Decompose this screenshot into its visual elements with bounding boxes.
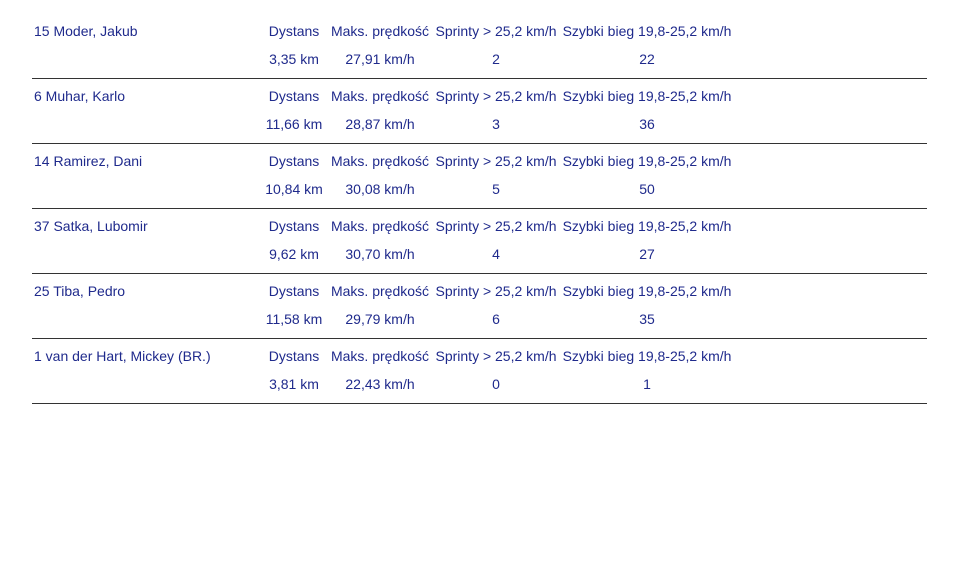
player-row: 14 Ramirez, Dani Dystans Maks. prędkość Sprinty > 25,2 km/h Szybki bieg 19,8-25,2 km/h 10,84 km 30,08 km/h 5 50 <box>32 144 927 209</box>
player-row: 1 van der Hart, Mickey (BR.) Dystans Maks. prędkość Sprinty > 25,2 km/h Szybki bieg 19,8-25,2 km/h 3,81 km 22,43 km/h 0 1 <box>32 339 927 404</box>
player-name: 1 van der Hart, Mickey (BR.) <box>34 348 211 364</box>
player-name: 37 Satka, Lubomir <box>34 218 148 234</box>
player-row: 25 Tiba, Pedro Dystans Maks. prędkość Sprinty > 25,2 km/h Szybki bieg 19,8-25,2 km/h 11,58 km 29,79 km/h 6 35 <box>32 274 927 339</box>
player-row: 6 Muhar, Karlo Dystans Maks. prędkość Sprinty > 25,2 km/h Szybki bieg 19,8-25,2 km/h 11,66 km 28,87 km/h 3 36 <box>32 79 927 144</box>
player-stats-list <box>32 14 927 404</box>
player-row: 15 Moder, Jakub Dystans Maks. prędkość Sprinty > 25,2 km/h Szybki bieg 19,8-25,2 km/h 3,35 km 27,91 km/h 2 22 <box>32 14 927 79</box>
player-name: 25 Tiba, Pedro <box>34 283 126 299</box>
player-name: 6 Muhar, Karlo <box>34 88 126 104</box>
player-row: 37 Satka, Lubomir Dystans Maks. prędkość Sprinty > 25,2 km/h Szybki bieg 19,8-25,2 km/h 9,62 km 30,70 km/h 4 27 <box>32 209 927 274</box>
player-name: 14 Ramirez, Dani <box>34 153 143 169</box>
player-name: 15 Moder, Jakub <box>34 23 138 39</box>
